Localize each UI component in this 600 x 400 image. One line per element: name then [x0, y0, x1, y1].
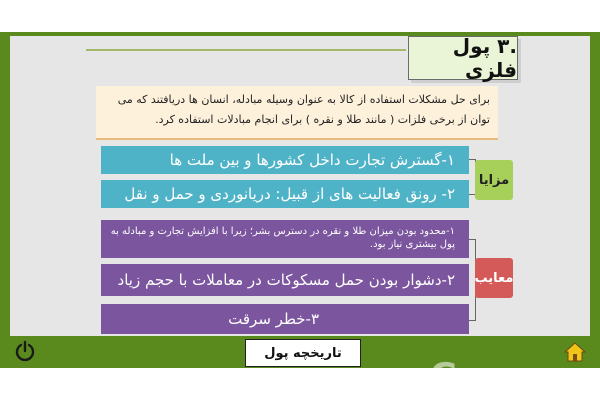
disadvantage-item-2: ۲-دشوار بودن حمل مسکوکات در معاملات با حجم زیاد	[101, 264, 469, 296]
intro-text: برای حل مشکلات استفاده از کالا به عنوان وسیله مبادله، انسان ها دریافتند که می توان از برخی فلزات ( مانند طلا و نقره ) برای انجام مبادلات استفاده کرد.	[96, 86, 498, 140]
disadvantages-badge: معایب	[475, 258, 513, 298]
advantages-badge: مزایا	[475, 160, 513, 200]
disadvantage-item-3: ۳-خطر سرقت	[101, 304, 469, 334]
advantage-item-1: ۱-گسترش تجارت داخل کشورها و بین ملت ها	[101, 146, 469, 174]
home-icon[interactable]	[564, 341, 586, 363]
title-rule	[86, 49, 406, 51]
footer-title: تاریخچه پول	[245, 339, 361, 367]
slide-title: .۳ پول فلزی	[408, 36, 518, 80]
power-icon[interactable]	[14, 340, 36, 362]
disadvantage-item-1: ۱-محدود بودن میزان طلا و نقره در دسترس بشر؛ زیرا با افزایش تجارت و مبادله به پول بیشتری نیاز بود.	[101, 220, 469, 258]
watermark-logo: Gama	[430, 356, 544, 396]
advantage-item-2: ۲- رونق فعالیت های از قبیل: دریانوردی و حمل و نقل	[101, 180, 469, 208]
